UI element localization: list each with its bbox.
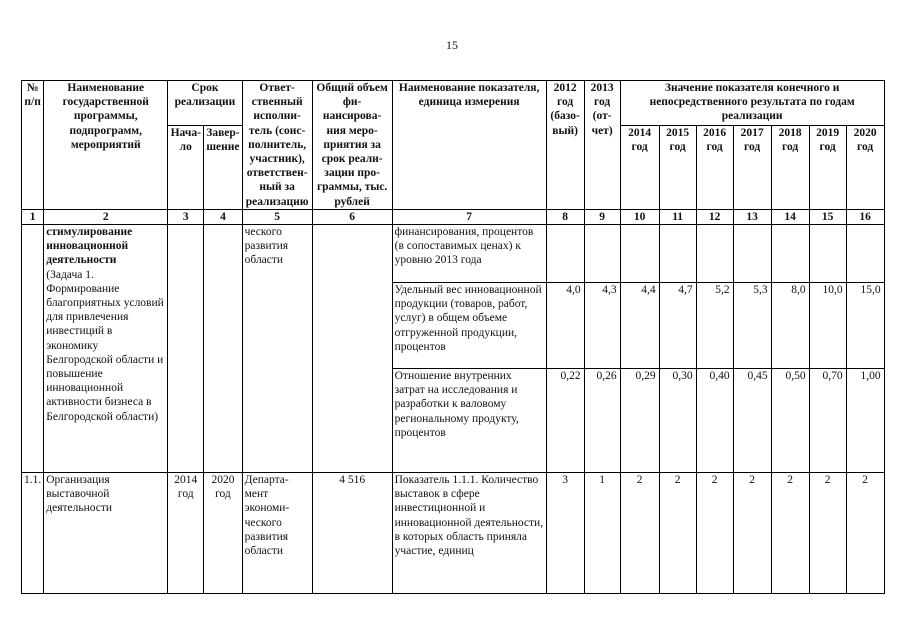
header-col-end: Завер-шение	[204, 126, 242, 210]
index-cell: 15	[809, 209, 846, 224]
indicator-cell: Отношение внутренних затрат на исследования и разработки к валовому региональному продукту, процентов	[392, 369, 546, 473]
value-cell: 2	[846, 473, 884, 594]
value-cell	[546, 225, 584, 283]
program-table	[21, 80, 885, 594]
row-no-cell	[22, 225, 44, 473]
header-col-no: № п/п	[22, 81, 44, 210]
program-name-cell	[44, 225, 168, 473]
program-name-cell: Организация выставочной деятельности	[44, 473, 168, 594]
table-row	[22, 225, 885, 283]
responsible-cell: ческого развития области	[242, 225, 312, 473]
value-cell: 1	[584, 473, 620, 594]
value-cell: 8,0	[771, 283, 809, 369]
value-cell	[584, 225, 620, 283]
header-col-values: Значение показателя конечного и непосредственного результата по годам реализации	[620, 81, 884, 126]
page-number: 15	[446, 38, 458, 52]
index-cell: 1	[22, 209, 44, 224]
value-cell: 0,45	[733, 369, 771, 473]
value-cell: 1,00	[846, 369, 884, 473]
indicator-cell: Показатель 1.1.1. Количество выставок в сфере инвестиционной и инновационной деятельности, в которых область приняла участие, единиц	[392, 473, 546, 594]
end-cell	[204, 225, 242, 473]
value-cell: 10,0	[809, 283, 846, 369]
header-col-2012: 2012 год (базо-вый)	[546, 81, 584, 210]
value-cell: 3	[546, 473, 584, 594]
index-cell: 12	[696, 209, 733, 224]
value-cell: 0,22	[546, 369, 584, 473]
index-cell: 13	[733, 209, 771, 224]
value-cell: 4,4	[620, 283, 659, 369]
financing-cell: 4 516	[312, 473, 392, 594]
index-row	[22, 209, 885, 224]
value-cell: 4,7	[659, 283, 696, 369]
header-col-2013: 2013 год (от-чет)	[584, 81, 620, 210]
value-cell: 0,40	[696, 369, 733, 473]
end-cell: 2020 год	[204, 473, 242, 594]
header-col-start: Нача-ло	[168, 126, 204, 210]
index-cell: 14	[771, 209, 809, 224]
value-cell: 5,2	[696, 283, 733, 369]
index-cell: 6	[312, 209, 392, 224]
index-cell: 7	[392, 209, 546, 224]
value-cell: 2	[733, 473, 771, 594]
header-year-2019: 2019 год	[809, 126, 846, 210]
value-cell: 2	[771, 473, 809, 594]
header-year-2014: 2014 год	[620, 126, 659, 210]
header-year-2020: 2020 год	[846, 126, 884, 210]
value-cell: 2	[809, 473, 846, 594]
table-row	[22, 473, 885, 594]
value-cell	[733, 225, 771, 283]
row-no-cell: 1.1.	[22, 473, 44, 594]
start-cell	[168, 225, 204, 473]
value-cell: 4,3	[584, 283, 620, 369]
header-col-name: Наименование государственной программы, подпрограмм, мероприятий	[44, 81, 168, 210]
header-col-indicator: Наименование показателя, единица измерения	[392, 81, 546, 210]
value-cell	[620, 225, 659, 283]
start-cell: 2014 год	[168, 473, 204, 594]
value-cell: 5,3	[733, 283, 771, 369]
header-year-2015: 2015 год	[659, 126, 696, 210]
header-col-financing: Общий объем фи-нансирова-ния меро-приятия за срок реали-зации про-граммы, тыс. рублей	[312, 81, 392, 210]
responsible-cell: Департа-мент экономи-ческого развития области	[242, 473, 312, 594]
program-name-plain: (Задача 1. Формирование благоприятных условий для привлечения инвестиций в экономику Белгородской области и повышение инновационной активности бизнеса в Белгородской области)	[46, 268, 164, 423]
value-cell: 2	[659, 473, 696, 594]
value-cell: 15,0	[846, 283, 884, 369]
value-cell	[771, 225, 809, 283]
value-cell: 2	[620, 473, 659, 594]
value-cell	[696, 225, 733, 283]
header-col-responsible: Ответ-ственный исполни-тель (соис-полнитель, участник), ответствен-ный за реализацию	[242, 81, 312, 210]
value-cell: 0,70	[809, 369, 846, 473]
header-col-term: Срок реализации	[168, 81, 242, 126]
index-cell: 16	[846, 209, 884, 224]
index-cell: 10	[620, 209, 659, 224]
value-cell	[659, 225, 696, 283]
index-cell: 4	[204, 209, 242, 224]
index-cell: 3	[168, 209, 204, 224]
index-cell: 2	[44, 209, 168, 224]
program-name-bold: стимулирование инновационной деятельности	[46, 226, 133, 267]
value-cell: 4,0	[546, 283, 584, 369]
header-year-2018: 2018 год	[771, 126, 809, 210]
index-cell: 8	[546, 209, 584, 224]
financing-cell	[312, 225, 392, 473]
index-cell: 11	[659, 209, 696, 224]
header-row-1	[22, 81, 885, 126]
value-cell	[846, 225, 884, 283]
value-cell: 0,29	[620, 369, 659, 473]
index-cell: 9	[584, 209, 620, 224]
value-cell	[809, 225, 846, 283]
value-cell: 0,30	[659, 369, 696, 473]
indicator-cell: финансирования, процентов (в сопоставимых ценах) к уровню 2013 года	[392, 225, 546, 283]
header-year-2016: 2016 год	[696, 126, 733, 210]
value-cell: 0,50	[771, 369, 809, 473]
header-year-2017: 2017 год	[733, 126, 771, 210]
value-cell: 0,26	[584, 369, 620, 473]
value-cell: 2	[696, 473, 733, 594]
index-cell: 5	[242, 209, 312, 224]
indicator-cell: Удельный вес инновационной продукции (товаров, работ, услуг) в общем объеме отгруженной продукции, процентов	[392, 283, 546, 369]
